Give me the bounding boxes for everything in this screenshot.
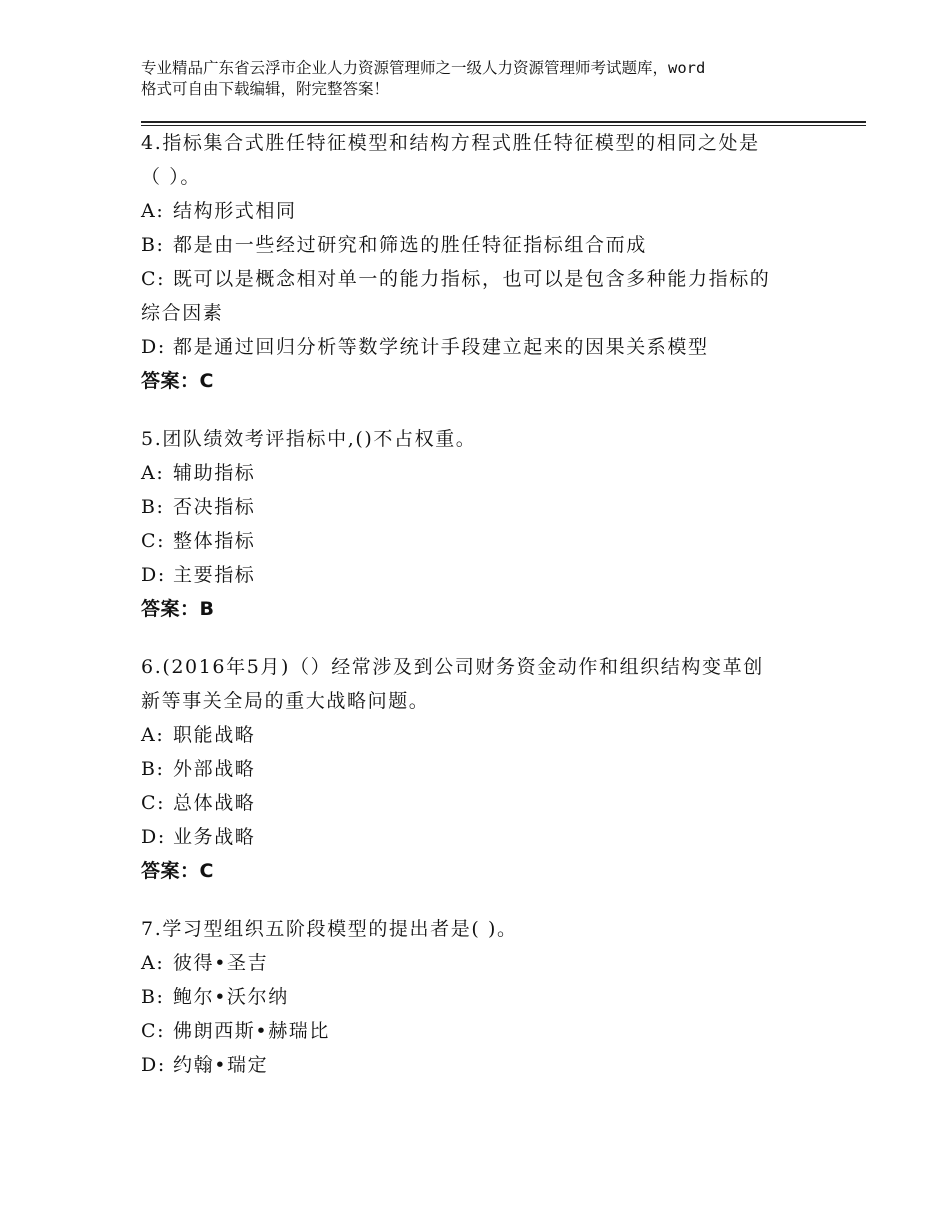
question-text: 5.团队绩效考评指标中,()不占权重。: [141, 428, 477, 450]
option-d: [141, 330, 821, 364]
question-7: [141, 912, 821, 1082]
question-text: 6.(2016年5月)（）经常涉及到公司财务资金动作和组织结构变革创: [141, 656, 764, 678]
option-key: B:: [141, 758, 165, 780]
header-divider-thick: [141, 121, 866, 123]
question-text: 7.学习型组织五阶段模型的提出者是( )。: [141, 918, 518, 940]
header-line-1: 专业精品广东省云浮市企业人力资源管理师之一级人力资源管理师考试题库，word: [141, 59, 706, 77]
option-text: 职能战略: [173, 724, 256, 746]
option-text: 总体战略: [173, 792, 256, 814]
option-b: [141, 228, 821, 262]
question-text-continued: 新等事关全局的重大战略问题。: [141, 690, 430, 712]
option-c: [141, 262, 821, 296]
option-c: [141, 1014, 821, 1048]
option-key: C:: [141, 268, 166, 290]
header-line-2: 格式可自由下载编辑，附完整答案！: [141, 80, 390, 98]
option-a: [141, 946, 821, 980]
option-b: [141, 980, 821, 1014]
option-text: 结构形式相同: [173, 200, 297, 222]
option-key: D:: [141, 564, 166, 586]
option-text: 整体指标: [173, 530, 256, 552]
option-b: [141, 752, 821, 786]
option-a: [141, 194, 821, 228]
option-text: 彼得•圣吉: [173, 952, 269, 974]
option-key: D:: [141, 826, 166, 848]
option-c-continued: 综合因素: [141, 302, 224, 324]
option-c: [141, 524, 821, 558]
option-key: C:: [141, 792, 166, 814]
option-d: [141, 558, 821, 592]
option-key: B:: [141, 234, 165, 256]
question-4: [141, 126, 821, 398]
answer-label: 答案：C: [141, 370, 214, 392]
option-key: D:: [141, 336, 166, 358]
option-text: 都是通过回归分析等数学统计手段建立起来的因果关系模型: [173, 336, 709, 358]
option-text: 辅助指标: [173, 462, 256, 484]
option-key: A:: [141, 462, 165, 484]
option-text: 鲍尔•沃尔纳: [173, 986, 289, 1008]
option-text: 约翰•瑞定: [173, 1054, 269, 1076]
question-text: 4.指标集合式胜任特征模型和结构方程式胜任特征模型的相同之处是: [141, 132, 760, 154]
option-text: 否决指标: [173, 496, 256, 518]
option-key: A:: [141, 200, 165, 222]
option-key: B:: [141, 986, 165, 1008]
question-text-continued: （ ）。: [141, 166, 201, 188]
option-key: B:: [141, 496, 165, 518]
option-key: D:: [141, 1054, 166, 1076]
option-a: [141, 718, 821, 752]
question-5: [141, 422, 821, 626]
option-text: 业务战略: [173, 826, 256, 848]
option-a: [141, 456, 821, 490]
answer-label: 答案：B: [141, 598, 215, 620]
option-text: 佛朗西斯•赫瑞比: [173, 1020, 331, 1042]
option-key: C:: [141, 1020, 166, 1042]
option-text: 外部战略: [173, 758, 256, 780]
question-list: [141, 126, 821, 1106]
option-b: [141, 490, 821, 524]
option-text: 都是由一些经过研究和筛选的胜任特征指标组合而成: [173, 234, 647, 256]
question-6: [141, 650, 821, 888]
option-d: [141, 820, 821, 854]
option-text: 主要指标: [173, 564, 256, 586]
option-key: A:: [141, 952, 165, 974]
option-key: A:: [141, 724, 165, 746]
option-key: C:: [141, 530, 166, 552]
option-text: 既可以是概念相对单一的能力指标，也可以是包含多种能力指标的: [173, 268, 771, 290]
option-d: [141, 1048, 821, 1082]
answer-label: 答案：C: [141, 860, 214, 882]
document-header: [141, 58, 841, 100]
option-c: [141, 786, 821, 820]
